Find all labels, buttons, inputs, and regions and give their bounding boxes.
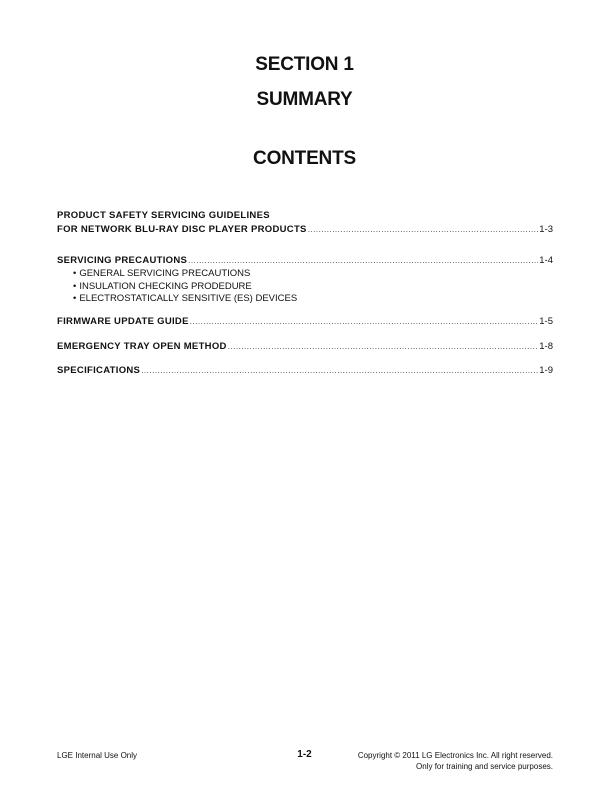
toc-entry-title: SERVICING PRECAUTIONS [57,255,188,266]
toc-line [57,315,553,329]
dot-leader [141,364,538,378]
usage-text: Only for training and service purposes. [416,762,553,771]
toc-entry-title: FIRMWARE UPDATE GUIDE [57,316,189,327]
toc-entry-title: SPECIFICATIONS [57,365,141,376]
bullet-icon: • [73,268,77,279]
toc-page-number: 1-9 [539,365,553,376]
bullet-icon: • [73,293,77,304]
footer-page-number: 1-2 [297,749,312,760]
toc-entry-firmware-update[interactable] [57,315,553,329]
toc-page-number: 1-5 [539,316,553,327]
toc-sub-item: • GENERAL SERVICING PRECAUTIONS [73,268,251,279]
contents-title: CONTENTS [253,148,356,169]
toc-line [57,223,553,237]
toc-page-number: 1-3 [539,224,553,235]
summary-title: SUMMARY [256,89,353,110]
toc-entry-safety-guidelines[interactable] [57,209,553,237]
toc-entry-title: EMERGENCY TRAY OPEN METHOD [57,341,227,352]
dot-leader [188,254,538,268]
toc-sub-item: • INSULATION CHECKING PRODEDURE [73,280,252,292]
toc-entry-title: FOR NETWORK BLU-RAY DISC PLAYER PRODUCTS [57,224,307,235]
dot-leader [308,223,539,237]
toc-line [57,209,553,223]
toc-entry-emergency-tray[interactable] [57,340,553,354]
toc-entry-specifications[interactable] [57,364,553,378]
bullet-icon: • [73,280,77,292]
footer-copyright [358,750,553,772]
toc-line [57,340,553,354]
toc-sub-item: • ELECTROSTATICALLY SENSITIVE (ES) DEVICES [73,293,298,304]
toc-line [57,364,553,378]
toc-entry-servicing-precautions[interactable] [57,254,553,306]
dot-leader [190,315,539,329]
toc-page-number: 1-4 [539,255,553,266]
toc-page-number: 1-8 [539,341,553,352]
toc-line [57,254,553,268]
toc-sub-items [57,268,553,306]
copyright-text: Copyright © 2011 LG Electronics Inc. All right reserved. [357,751,553,760]
footer-internal-use: LGE Internal Use Only [57,751,138,760]
section-title: SECTION 1 [255,54,354,75]
toc-entry-title: PRODUCT SAFETY SERVICING GUIDELINES [57,210,270,221]
dot-leader [228,340,539,354]
